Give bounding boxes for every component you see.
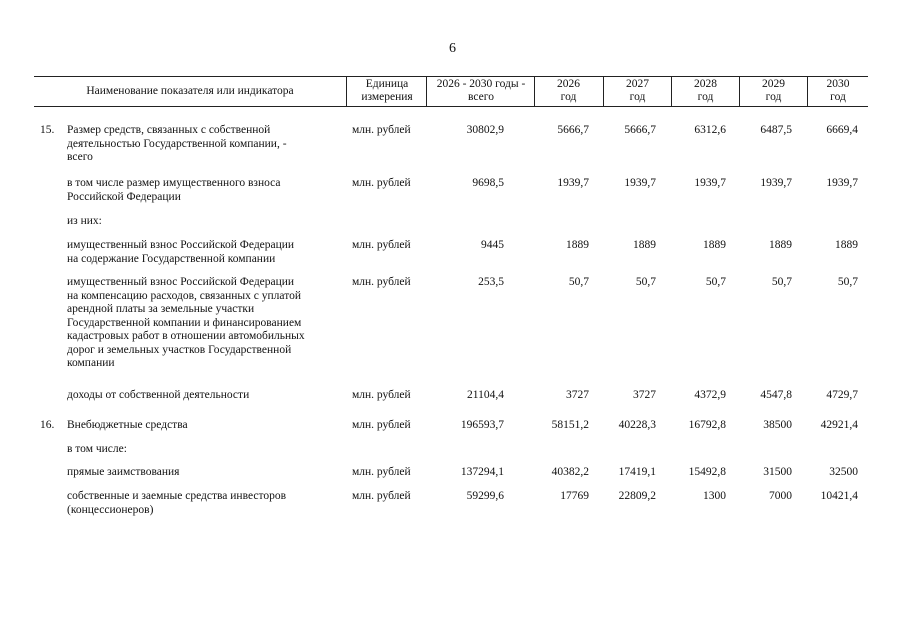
header-total-line2: всего — [468, 91, 494, 103]
row-unit: млн. рублей — [352, 276, 411, 288]
value-total: 196593,7 — [460, 419, 504, 431]
value-2030: 50,7 — [837, 276, 858, 288]
value-2028: 1300 — [703, 490, 726, 502]
value-2027: 1889 — [633, 239, 656, 251]
header-year-2029 — [740, 78, 807, 104]
value-2026: 5666,7 — [557, 124, 589, 136]
row-name — [67, 389, 339, 403]
row-number: 15. — [40, 124, 55, 136]
value-2028: 50,7 — [705, 276, 726, 288]
value-total: 9698,5 — [472, 177, 504, 189]
row-name-line: на содержание Государственной компании — [67, 252, 276, 265]
value-2030: 32500 — [829, 466, 858, 478]
header-name: Наименование показателя или индикатора — [86, 85, 294, 97]
row-name — [67, 443, 339, 457]
value-2030: 1889 — [835, 239, 858, 251]
row-unit: млн. рублей — [352, 419, 411, 431]
row-name — [67, 419, 339, 433]
value-2026: 1939,7 — [557, 177, 589, 189]
value-2029: 7000 — [769, 490, 792, 502]
header-year-2026 — [535, 78, 602, 104]
row-name-line: Государственной компании и финансированием — [67, 316, 302, 329]
value-2027: 22809,2 — [618, 490, 656, 502]
row-unit: млн. рублей — [352, 177, 411, 189]
value-total: 137294,1 — [460, 466, 504, 478]
value-2030: 1939,7 — [826, 177, 858, 189]
value-2027: 3727 — [633, 389, 656, 401]
value-2030: 42921,4 — [820, 419, 858, 431]
value-total: 59299,6 — [466, 490, 504, 502]
value-2028: 1889 — [703, 239, 726, 251]
page-number: 6 — [449, 41, 456, 56]
header-year: 2026 — [557, 78, 580, 90]
value-2026: 3727 — [566, 389, 589, 401]
row-name — [67, 490, 339, 517]
value-total: 253,5 — [478, 276, 504, 288]
row-unit: млн. рублей — [352, 490, 411, 502]
value-2030: 6669,4 — [826, 124, 858, 136]
value-2026: 1889 — [566, 239, 589, 251]
value-2027: 1939,7 — [624, 177, 656, 189]
value-2030: 4729,7 — [826, 389, 858, 401]
row-name-line: арендной платы за земельные участки — [67, 303, 255, 315]
row-name — [67, 177, 339, 204]
header-year: 2030 — [826, 78, 850, 90]
row-name-line: Внебюджетные средства — [67, 419, 188, 431]
value-2027: 17419,1 — [618, 466, 656, 478]
row-name — [67, 124, 339, 165]
row-unit: млн. рублей — [352, 124, 411, 136]
header-year: 2028 — [694, 78, 717, 90]
value-2030: 10421,4 — [820, 490, 858, 502]
header-year-2027 — [604, 78, 671, 104]
row-name-line: имущественный взнос Российской Федерации — [67, 276, 295, 288]
value-2029: 1939,7 — [760, 177, 792, 189]
row-name-line: имущественный взнос Российской Федерации — [67, 239, 295, 251]
value-2026: 58151,2 — [551, 419, 589, 431]
value-2026: 40382,2 — [551, 466, 589, 478]
row-name-line: всего — [67, 151, 93, 163]
row-name-line: в том числе: — [67, 443, 127, 455]
value-2028: 4372,9 — [694, 389, 726, 401]
value-2028: 16792,8 — [688, 419, 726, 431]
row-name-line: Размер средств, связанных с собственной — [67, 124, 271, 136]
header-year-word: год — [560, 91, 577, 103]
row-name-line: доходы от собственной деятельности — [67, 389, 250, 401]
header-year-2030 — [808, 78, 868, 104]
row-name-line: (концессионеров) — [67, 503, 154, 516]
row-name-line: прямые заимствования — [67, 466, 180, 478]
value-2029: 6487,5 — [760, 124, 792, 136]
row-name — [67, 466, 339, 480]
row-name-line: кадастровых работ в отношении автомобильных — [67, 330, 305, 342]
header-total-line1: 2026 - 2030 годы - — [436, 78, 526, 90]
value-2029: 50,7 — [771, 276, 792, 288]
header-year-word: год — [830, 91, 846, 103]
header-unit-line1: Единица — [365, 78, 409, 90]
header-separator — [346, 76, 347, 106]
row-name-line: деятельностью Государственной компании, - — [67, 137, 287, 150]
value-2027: 40228,3 — [618, 419, 656, 431]
value-2026: 17769 — [560, 490, 589, 502]
row-unit: млн. рублей — [352, 466, 411, 478]
value-2028: 15492,8 — [688, 466, 726, 478]
value-2027: 50,7 — [635, 276, 656, 288]
value-total: 21104,4 — [467, 389, 504, 401]
table-top-rule — [34, 76, 868, 77]
header-unit — [348, 78, 426, 104]
row-name-line: из них: — [67, 215, 102, 227]
header-year-2028 — [672, 78, 739, 104]
value-2029: 31500 — [763, 466, 792, 478]
row-number: 16. — [40, 419, 55, 431]
header-year-word: год — [765, 91, 782, 103]
value-2028: 6312,6 — [694, 124, 726, 136]
header-total — [428, 78, 534, 104]
header-unit-line2: измерения — [361, 91, 413, 103]
table-header-rule — [34, 106, 868, 107]
value-2029: 4547,8 — [760, 389, 792, 401]
header-year-word: год — [629, 91, 646, 103]
value-total: 30802,9 — [466, 124, 504, 136]
value-2026: 50,7 — [568, 276, 589, 288]
header-year: 2027 — [626, 78, 649, 90]
value-total: 9445 — [481, 239, 504, 251]
row-name-line: дорог и земельных участков Государственной — [67, 343, 292, 356]
row-name-line: Российской Федерации — [67, 190, 181, 203]
row-name-line: компании — [67, 357, 115, 369]
header-year: 2029 — [762, 78, 785, 90]
row-name — [67, 239, 339, 266]
value-2029: 1889 — [769, 239, 792, 251]
header-year-word: год — [697, 91, 714, 103]
row-name-line: собственные и заемные средства инвесторов — [67, 490, 286, 502]
value-2029: 38500 — [763, 419, 792, 431]
value-2027: 5666,7 — [624, 124, 656, 136]
row-unit: млн. рублей — [352, 389, 411, 401]
row-unit: млн. рублей — [352, 239, 411, 251]
row-name — [67, 276, 339, 371]
header-separator — [426, 76, 427, 106]
row-name — [67, 215, 339, 229]
row-name-line: на компенсацию расходов, связанных с уплатой — [67, 289, 301, 302]
value-2028: 1939,7 — [694, 177, 726, 189]
row-name-line: в том числе размер имущественного взноса — [67, 177, 281, 189]
